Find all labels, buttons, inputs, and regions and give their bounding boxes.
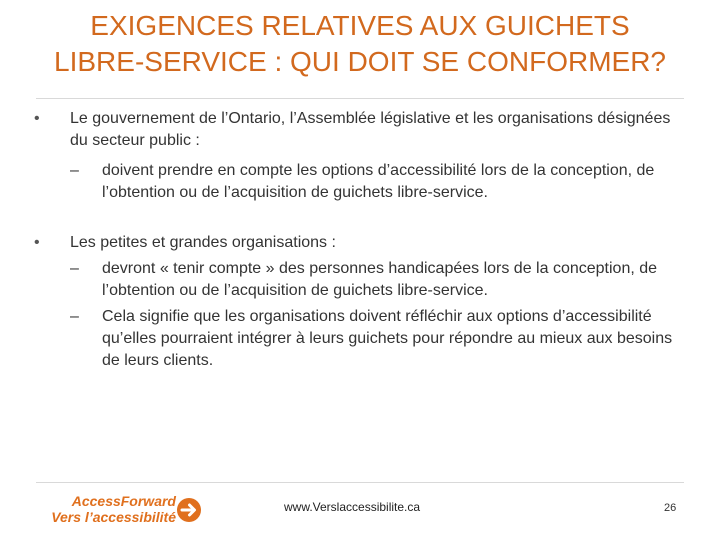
footer-url: www.Verslaccessibilite.ca xyxy=(284,500,421,514)
page-number: 26 xyxy=(664,502,677,514)
bullet-item-1 xyxy=(32,108,692,152)
sub-item-2-2 xyxy=(32,306,692,372)
arrow-right-circle-icon xyxy=(176,497,202,523)
slide-title-line-2: LIBRE-SERVICE : QUI DOIT SE CONFORMER? xyxy=(54,46,666,77)
dash-marker: – xyxy=(70,260,79,277)
dash-marker: – xyxy=(70,308,79,325)
logo-line-1: AccessForward xyxy=(71,493,176,509)
sub-item-1-1 xyxy=(32,160,692,204)
bullet-text: Le gouvernement de l’Ontario, l’Assemblée législative et les organisations désignées du secteur public : xyxy=(70,110,671,149)
dash-marker: – xyxy=(70,162,79,179)
accessforward-logo xyxy=(36,493,206,527)
sub-text: doivent prendre en compte les options d’accessibilité lors de la conception, de l’obtention ou de l’acquisition de guichets libre-service. xyxy=(102,162,655,201)
bullet-text: Les petites et grandes organisations : xyxy=(70,234,336,251)
sub-text: devront « tenir compte » des personnes handicapées lors de la conception, de l’obtention ou de l’acquisition de guichets libre-service. xyxy=(102,260,658,299)
sub-item-2-1 xyxy=(32,258,692,302)
bullet-marker: • xyxy=(34,234,40,251)
bullet-marker: • xyxy=(34,110,40,127)
logo-line-2: Vers l’accessibilité xyxy=(51,509,176,525)
sub-text: Cela signifie que les organisations doivent réfléchir aux options d’accessibilité qu’elles pourraient intégrer à leurs guichets pour répondre au mieux aux besoins de leurs clients. xyxy=(102,308,673,369)
slide-title xyxy=(0,8,720,80)
content-list xyxy=(32,108,692,372)
slide-title-line-1: EXIGENCES RELATIVES AUX GUICHETS xyxy=(90,10,630,41)
footer-divider xyxy=(36,482,684,483)
title-divider xyxy=(36,98,684,99)
logo-text xyxy=(51,493,176,525)
bullet-item-2 xyxy=(32,232,692,254)
